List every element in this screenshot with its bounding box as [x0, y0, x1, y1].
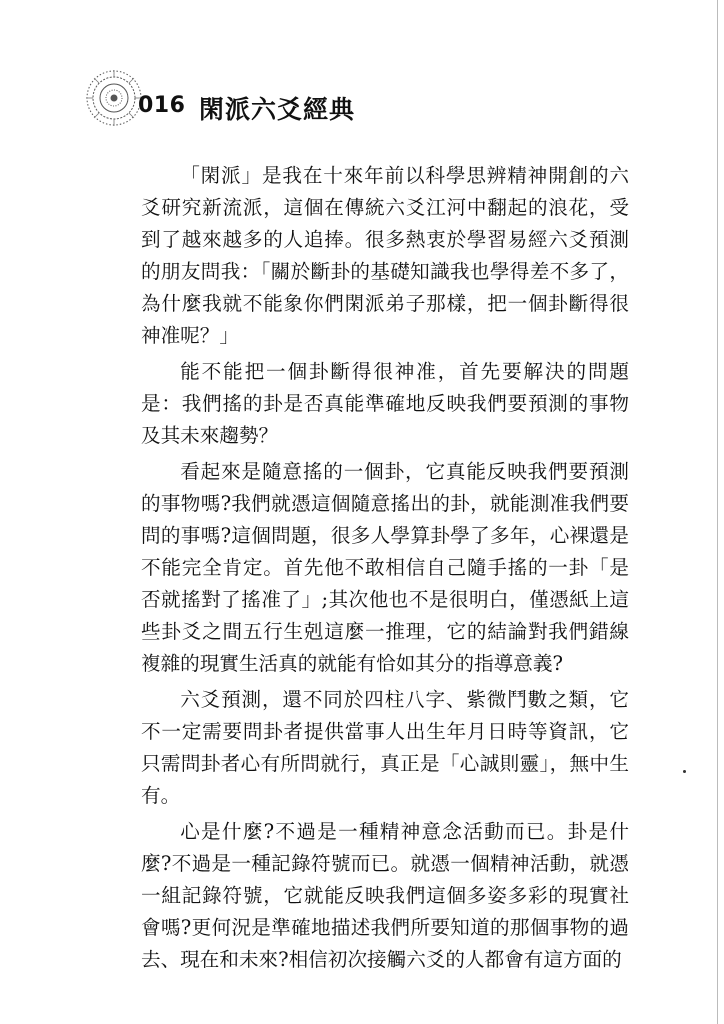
paragraph-4: 六爻預測，還不同於四柱八字、紫微鬥數之類，它不一定需要問卦者提供當事人出生年月日時等資訊，它只需問卦者心有所問就行，真正是「心誠則靈」，無中生有。 — [141, 688, 629, 807]
body-text — [141, 160, 629, 980]
page-number: 016 — [138, 93, 186, 118]
paragraph-5: 心是什麼?不過是一種精神意念活動而已。卦是什麼?不過是一種記錄符號而已。就憑一個精神活動，就憑一組記錄符號，它就能反映我們這個多姿多彩的現實社會嗎?更何況是準確地描述我們所要知道的那個事物的過去、現在和未來?相信初次接觸六爻的人都會有這方面的 — [141, 820, 629, 971]
lotus-medallion-icon — [82, 66, 146, 130]
paragraph-2: 能不能把一個卦斷得很神准，首先要解決的問題是：我們搖的卦是否真能準確地反映我們要預測的事物及其未來趨勢？ — [141, 360, 629, 447]
paragraph-3: 看起來是隨意搖的一個卦，它真能反映我們要預測的事物嗎?我們就憑這個隨意搖出的卦，就能測准我們要問的事嗎?這個問題，很多人學算卦學了多年，心裸還是不能完全肯定。首先他不敢相信自己隨手搖的一卦「是否就搖對了搖准了」;其次他也不是很明白，僅憑紙上這些卦爻之間五行生剋這麼一推理，它的結論對我們錯線複雜的現實生活真的就能有恰如其分的指導意義? — [141, 460, 629, 675]
page-edge-line — [717, 0, 718, 1024]
chapter-title: 閑派六爻經典 — [199, 95, 356, 124]
paragraph-1: 「閑派」是我在十來年前以科學思辨精神開創的六爻研究新流派，這個在傳統六爻江河中翻起的浪花，受到了越來越多的人追捧。很多熱衷於學習易經六爻預測的朋友問我：「關於斷卦的基礎知識我也學得差不多了，為什麼我就不能象你們閑派弟子那樣，把一個卦斷得很神准呢？」 — [141, 164, 629, 347]
scan-speck — [683, 770, 686, 773]
